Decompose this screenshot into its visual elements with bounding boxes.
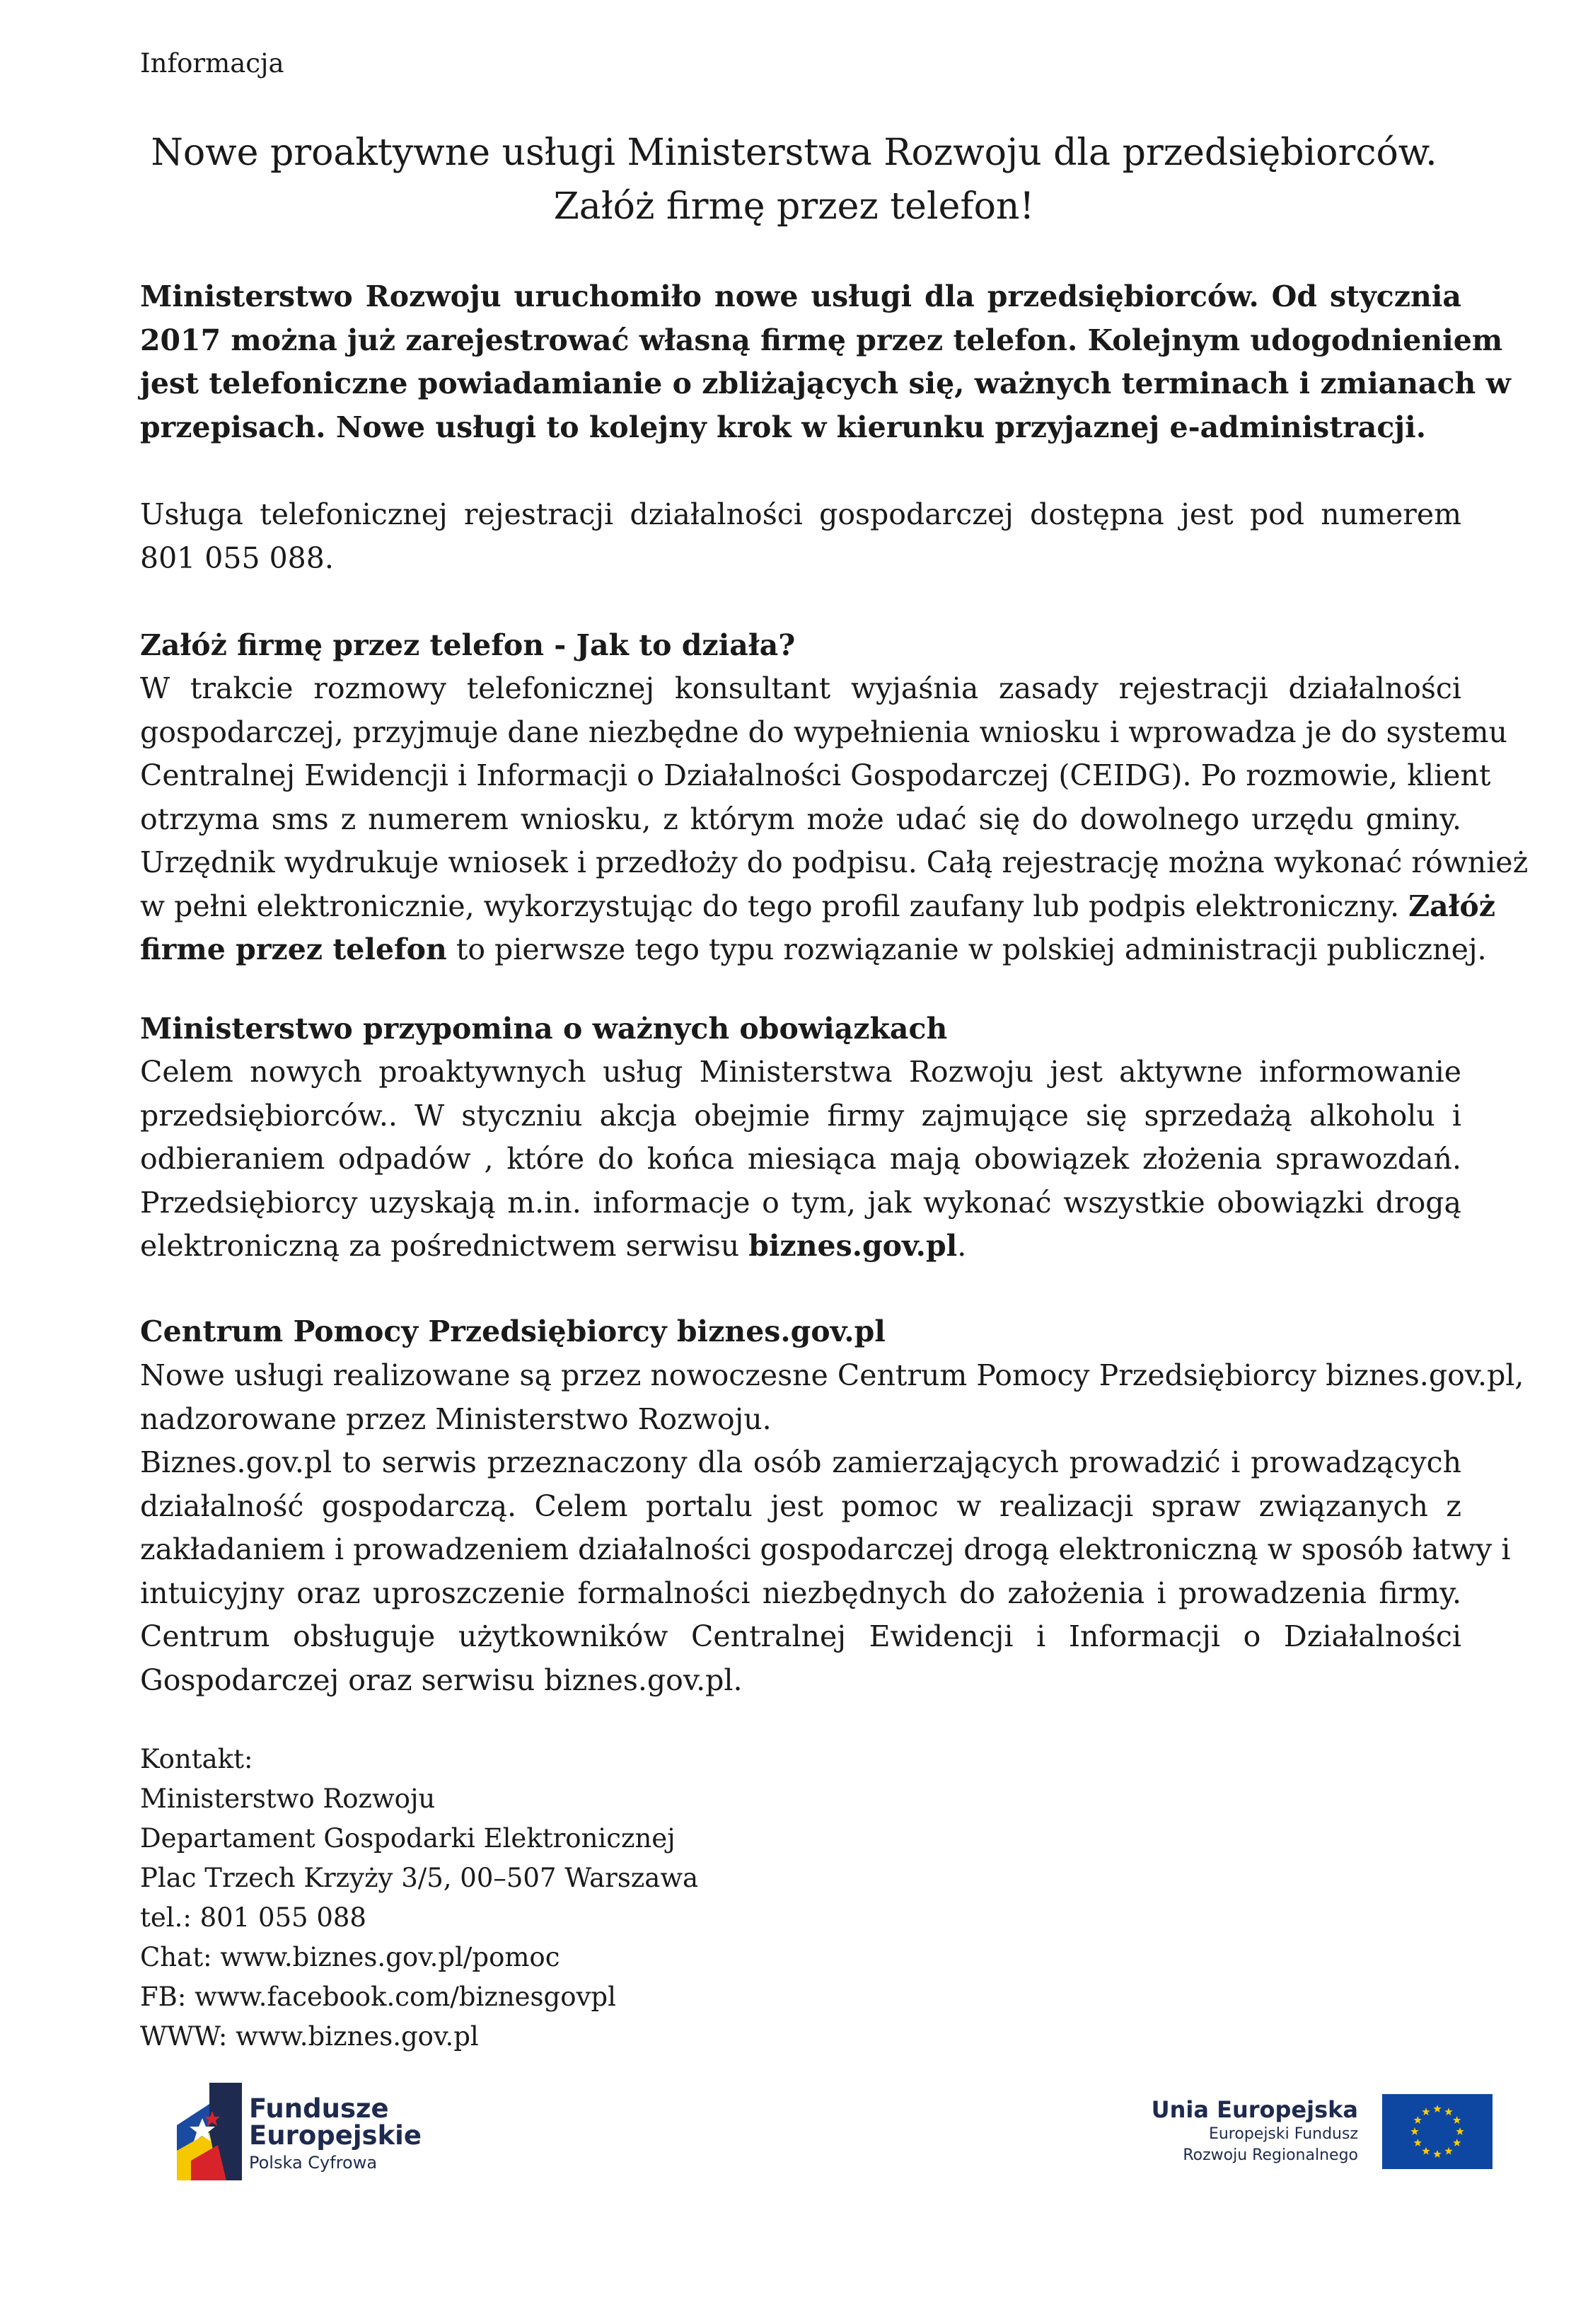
fundusze-europejskie-logo [177,2079,422,2185]
body-line [140,928,1487,972]
body-line: Nowe usługi realizowane są przez nowoczesne Centrum Pomocy Przedsiębiorcy biznes.gov.pl, [140,1358,1524,1392]
document-label: Informacja [140,48,284,79]
service-line: Usługa telefonicznej rejestracji działalności gospodarczej dostępna jest pod numerem [140,497,1461,531]
body-line: Biznes.gov.pl to serwis przeznaczony dla osób zamierzających prowadzić i prowadzących [140,1445,1461,1479]
body-text: to pierwsze tego typu rozwiązanie w polskiej administracji publicznej. [446,932,1487,966]
contact-phone: tel.: 801 055 088 [140,1902,366,1933]
lead-line: przepisach. Nowe usługi to kolejny krok w kierunku przyjaznej e-administracji. [140,410,1426,444]
contact-label: Kontakt: [140,1744,253,1774]
eu-logo-line-1: Unia Europejska [1151,2096,1358,2123]
unia-europejska-logo [1153,2094,1493,2172]
body-line: Urzędnik wydrukuje wniosek i przedłoży do podpisu. Całą rejestrację można wykonać również [140,845,1529,879]
body-line: gospodarczej, przyjmuje dane niezbędne do wypełnienia wniosku i wprowadza je do systemu [140,715,1507,749]
contact-department: Departament Gospodarki Elektronicznej [140,1823,676,1854]
body-line [140,1225,1461,1268]
fundusze-europejskie-mark-icon [177,2083,242,2180]
lead-line: jest telefoniczne powiadamianie o zbliżających się, ważnych terminach i zmianach w [140,366,1511,400]
lead-paragraph [140,275,1511,449]
body-line: zakładaniem i prowadzeniem działalności gospodarczej drogą elektroniczną w sposób łatwy i [140,1532,1511,1566]
lead-line: 2017 można już zarejestrować własną firmę przez telefon. Kolejnym udogodnieniem [140,323,1503,357]
body-text: w pełni elektronicznie, wykorzystując do tego profil zaufany lub podpis elektroniczny. [140,889,1409,923]
section-help-center-body [140,1354,1524,1702]
body-line: Gospodarczej oraz serwisu biznes.gov.pl. [140,1663,743,1697]
contact-website-link[interactable]: WWW: www.biznes.gov.pl [140,2021,479,2052]
title-line-1: Nowe proaktywne usługi Ministerstwa Rozwoju dla przedsiębiorców. [151,132,1437,174]
body-bold-text: firme przez telefon [140,932,447,966]
contact-address: Plac Trzech Krzyży 3/5, 00–507 Warszawa [140,1863,699,1893]
page-title [0,126,1588,233]
eu-flag-icon [1382,2094,1493,2169]
lead-line: Ministerstwo Rozwoju uruchomiło nowe usługi dla przedsiębiorców. Od stycznia [140,279,1461,313]
body-line: działalność gospodarczą. Celem portalu jest pomoc w realizacji spraw związanych z [140,1488,1461,1523]
section-how-it-works-body [140,667,1529,972]
service-number-paragraph [140,493,1461,580]
fe-logo-line-1: Fundusze [249,2093,389,2124]
body-line: nadzorowane przez Ministerstwo Rozwoju. [140,1401,772,1436]
contact-chat-link[interactable]: Chat: www.biznes.gov.pl/pomoc [140,1942,560,1972]
contact-organization: Ministerstwo Rozwoju [140,1784,436,1814]
eu-logo-line-3: Rozwoju Regionalnego [1183,2146,1358,2164]
fe-logo-line-3: Polska Cyfrowa [249,2153,378,2173]
body-line: Celem nowych proaktywnych usług Ministerstwa Rozwoju jest aktywne informowanie [140,1055,1461,1089]
body-line: Przedsiębiorcy uzyskają m.in. informacje o tym, jak wykonać wszystkie obowiązki drogą [140,1185,1461,1220]
contact-facebook-link[interactable]: FB: www.facebook.com/biznesgovpl [140,1982,616,2012]
eu-logo-line-2: Europejski Fundusz [1208,2125,1358,2143]
fe-logo-line-2: Europejskie [249,2120,422,2151]
body-line: W trakcie rozmowy telefonicznej konsultant wyjaśnia zasady rejestracji działalności [140,671,1461,705]
section-heading-how-it-works: Załóż firmę przez telefon - Jak to działa? [140,628,796,662]
body-line: Centralnej Ewidencji i Informacji o Działalności Gospodarczej (CEIDG). Po rozmowie, klient [140,758,1491,792]
section-obligations-body [140,1051,1461,1268]
service-line: 801 055 088. [140,540,334,575]
body-bold-text: Załóż [1408,889,1496,923]
body-line: odbieraniem odpadów , które do końca miesiąca mają obowiązek złożenia sprawozdań. [140,1142,1461,1176]
body-line: przedsiębiorców.. W styczniu akcja obejmie firmy zajmujące się sprzedażą alkoholu i [140,1098,1461,1133]
body-bold-text: biznes.gov.pl [748,1229,958,1263]
section-heading-help-center: Centrum Pomocy Przedsiębiorcy biznes.gov.pl [140,1314,886,1348]
section-heading-obligations: Ministerstwo przypomina o ważnych obowiązkach [140,1012,948,1046]
body-line: intuicyjny oraz uproszczenie formalności niezbędnych do założenia i prowadzenia firmy. [140,1576,1461,1610]
title-line-2: Załóż firmę przez telefon! [553,185,1035,228]
body-line [140,885,1496,929]
body-line: otrzyma sms z numerem wniosku, z którym może udać się do dowolnego urzędu gminy. [140,802,1461,836]
body-line: Centrum obsługuje użytkowników Centralnej Ewidencji i Informacji o Działalności [140,1619,1461,1653]
body-text: . [957,1229,967,1263]
contact-block [140,1740,698,2057]
body-text: elektroniczną za pośrednictwem serwisu [140,1229,749,1263]
